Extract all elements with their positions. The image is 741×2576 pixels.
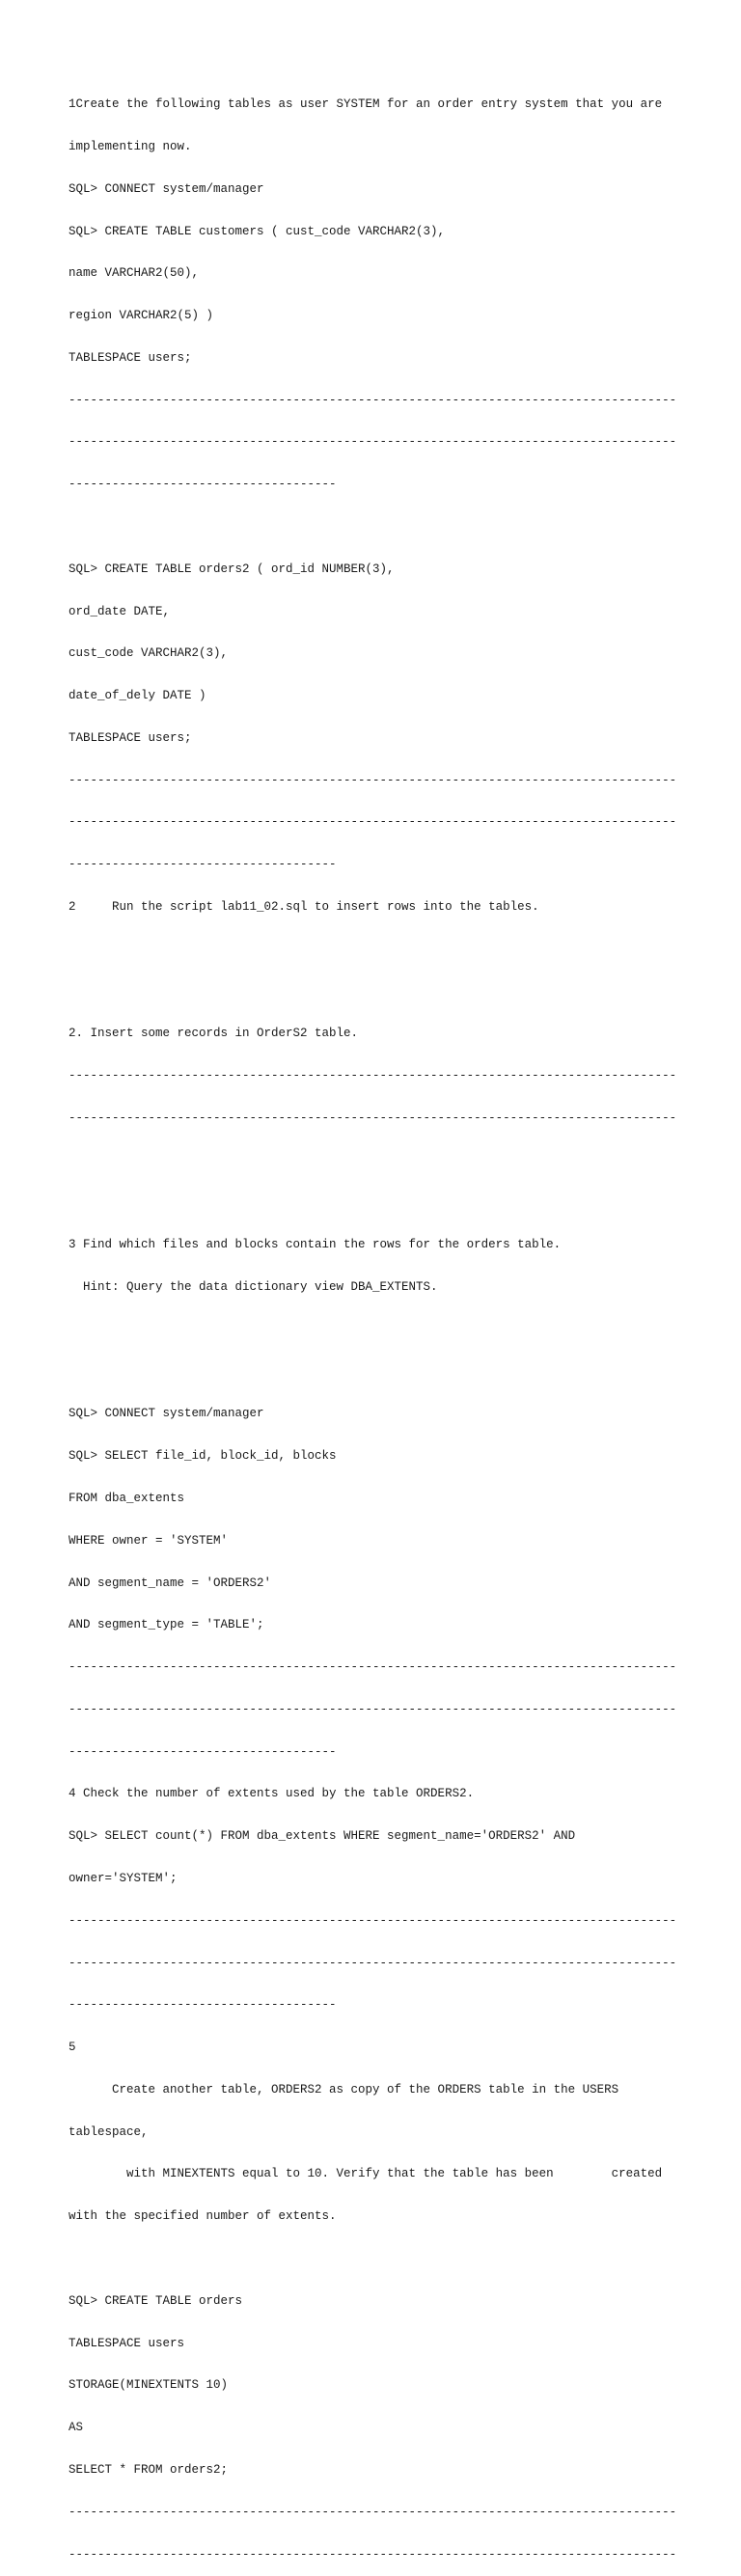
text-line: 2 Run the script lab11_02.sql to insert rows into the tables. [69,900,539,915]
text-line: 5 [69,2041,76,2055]
separator-line: ------------------------------------------------------------------------------------ [69,2505,677,2519]
text-line: TABLESPACE users [69,2336,185,2350]
blank-line [69,1196,686,1211]
blank-line [69,1154,686,1168]
separator-line: ------------------------------------------------------------------------------------ [69,393,677,407]
text-line: Create another table, ORDERS2 as copy of the ORDERS table in the USERS [69,2082,619,2096]
separator-line: ------------------------------------- [69,1744,337,1759]
text-line: SQL> CREATE TABLE orders [69,2293,243,2308]
text-line: region VARCHAR2(5) ) [69,309,214,323]
text-line: cust_code VARCHAR2(3), [69,646,229,661]
text-line: SQL> CONNECT system/manager [69,1407,264,1421]
text-line: 3 Find which files and blocks contain the rows for the orders table. [69,1238,562,1252]
text-line: WHERE owner = 'SYSTEM' [69,1533,229,1548]
text-line: AS [69,2421,84,2435]
document-page [69,69,686,2576]
text-line: with the specified number of extents. [69,2209,337,2224]
text-line: Hint: Query the data dictionary view DBA_EXTENTS. [69,1280,438,1295]
blank-line [69,1323,686,1337]
blank-line [69,985,686,1000]
separator-line: ------------------------------------------------------------------------------------ [69,1660,677,1675]
text-line: FROM dba_extents [69,1491,185,1505]
text-line: with MINEXTENTS equal to 10. Verify that the table has been created [69,2167,663,2181]
text-line: 4 Check the number of extents used by the table ORDERS2. [69,1787,475,1801]
blank-line [69,943,686,957]
text-line: STORAGE(MINEXTENTS 10) [69,2378,229,2393]
text-line: SQL> CONNECT system/manager [69,181,264,196]
separator-line: ------------------------------------------------------------------------------------ [69,1110,677,1125]
text-line: TABLESPACE users; [69,350,192,365]
blank-line [69,520,686,534]
text-line: 2. Insert some records in OrderS2 table. [69,1027,359,1041]
separator-line: ------------------------------------- [69,478,337,492]
blank-line [69,2252,686,2266]
text-line: SQL> CREATE TABLE customers ( cust_code VARCHAR2(3), [69,224,446,238]
text-line: date_of_dely DATE ) [69,689,206,703]
separator-line: ------------------------------------------------------------------------------------ [69,435,677,450]
text-line: name VARCHAR2(50), [69,266,200,281]
text-line: implementing now. [69,139,192,153]
separator-line: ------------------------------------------------------------------------------------ [69,1702,677,1716]
text-line: SQL> SELECT count(*) FROM dba_extents WHERE segment_name='ORDERS2' AND [69,1829,576,1844]
separator-line: ------------------------------------------------------------------------------------ [69,2547,677,2562]
separator-line: ------------------------------------- [69,858,337,872]
text-line: tablespace, [69,2124,149,2139]
text-line: SQL> SELECT file_id, block_id, blocks [69,1449,337,1464]
text-line: AND segment_name = 'ORDERS2' [69,1576,272,1590]
separator-line: ------------------------------------------------------------------------------------ [69,815,677,830]
text-line: owner='SYSTEM'; [69,1872,178,1885]
text-line: SQL> CREATE TABLE orders2 ( ord_id NUMBER(3), [69,562,395,576]
separator-line: ------------------------------------------------------------------------------------ [69,773,677,787]
separator-line: ------------------------------------------------------------------------------------ [69,1913,677,1928]
text-line: AND segment_type = 'TABLE'; [69,1618,264,1632]
separator-line: ------------------------------------------------------------------------------------ [69,1069,677,1083]
separator-line: ------------------------------------------------------------------------------------ [69,1956,677,1970]
blank-line [69,1365,686,1380]
text-line: TABLESPACE users; [69,730,192,745]
separator-line: ------------------------------------- [69,1998,337,2013]
text-line: ord_date DATE, [69,604,171,618]
text-line: 1Create the following tables as user SYSTEM for an order entry system that you are [69,97,663,112]
text-line: SELECT * FROM orders2; [69,2462,229,2477]
